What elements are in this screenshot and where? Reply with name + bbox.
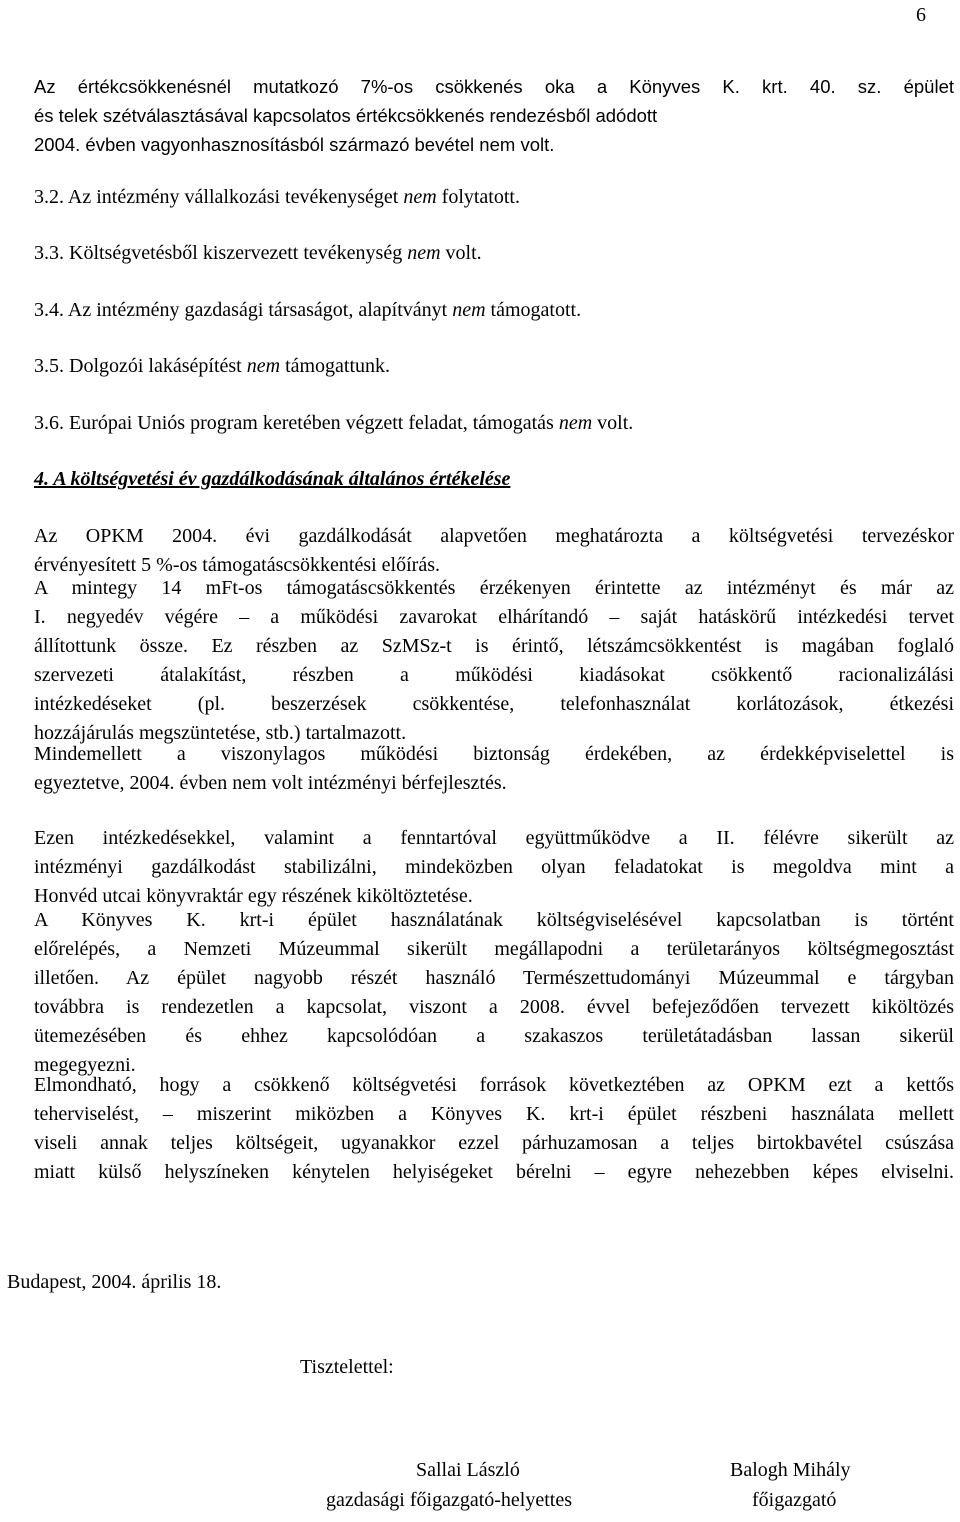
text-line: előrelépés, a Nemzeti Múzeummal sikerült megállapodni a területarányos költségmegosztást: [34, 938, 954, 960]
section-emphasis: nem: [452, 299, 486, 321]
section-text-end: támogattunk.: [280, 355, 391, 377]
section-number: 3.5.: [34, 355, 64, 377]
section-text: Az intézmény gazdasági társaságot, alapítványt: [67, 299, 453, 321]
section-text-end: folytatott.: [436, 186, 520, 208]
text-line: érvényesített 5 %-os támogatáscsökkentési előírás.: [34, 554, 440, 576]
intro-line: 2004. évben vagyonhasznosításból származó bevétel nem volt.: [34, 134, 555, 155]
signer-2-name: Balogh Mihály: [730, 1459, 851, 1481]
text-line: illetően. Az épület nagyobb részét használó Természettudományi Múzeummal e tárgyban: [34, 967, 954, 989]
text-line: viseli annak teljes költségeit, ugyanakkor ezzel párhuzamosan a teljes birtokbavétel csúszása: [34, 1132, 954, 1154]
section-3-3: [34, 239, 482, 268]
section-number: 3.4.: [34, 299, 64, 321]
text-line: miatt külső helyszíneken kénytelen helyiségeket bérelni – egyre nehezebben képes elviselni.: [34, 1161, 954, 1183]
section-emphasis: nem: [558, 412, 593, 434]
section-3-2: [34, 183, 520, 212]
text-line: hozzájárulás megszüntetése, stb.) tartalmazott.: [34, 722, 407, 744]
page-number: 6: [916, 4, 926, 26]
signer-2-title: főigazgató: [752, 1489, 837, 1511]
paragraph-4: [34, 824, 954, 911]
paragraph-5: [34, 906, 954, 1080]
section-text: Európai Uniós program keretében végzett feladat, támogatás: [69, 412, 559, 434]
section-3-6: [34, 409, 633, 438]
section-text: Dolgozói lakásépítést: [69, 355, 247, 377]
section-text-end: volt.: [592, 412, 634, 434]
section-text: Az intézmény vállalkozási tevékenységet: [67, 186, 404, 208]
intro-line: és telek szétválasztásával kapcsolatos értékcsökkenés rendezésből adódott: [34, 105, 658, 126]
text-line: szervezeti átalakítást, részben a működési kiadásokat csökkentő racionalizálási: [34, 664, 954, 686]
section-text-end: támogatott.: [485, 299, 582, 321]
section-number: 3.3.: [34, 242, 64, 264]
closing-greeting: Tisztelettel:: [300, 1356, 394, 1378]
text-line: Az OPKM 2004. évi gazdálkodását alapvetően meghatározta a költségvetési tervezéskor: [34, 525, 954, 547]
text-line: intézkedéseket (pl. beszerzések csökkentése, telefonhasználat korlátozások, étkezési: [34, 693, 954, 715]
text-line: A mintegy 14 mFt-os támogatáscsökkentés érzékenyen érintette az intézményt és már az: [34, 577, 954, 599]
paragraph-3: [34, 740, 954, 798]
signer-1-title: gazdasági főigazgató-helyettes: [326, 1489, 572, 1511]
paragraph-1: [34, 522, 954, 580]
section-emphasis: nem: [403, 186, 437, 208]
signer-1-name: Sallai László: [416, 1459, 520, 1481]
section-text: Költségvetésből kiszervezett tevékenység: [69, 242, 408, 264]
paragraph-6: [34, 1071, 954, 1187]
section-3-4: [34, 296, 581, 325]
place-date: Budapest, 2004. április 18.: [7, 1271, 222, 1293]
section-3-5: [34, 352, 390, 381]
section-number: 3.2.: [34, 186, 64, 208]
text-line: Honvéd utcai könyvraktár egy részének kiköltöztetése.: [34, 885, 473, 907]
section-emphasis: nem: [246, 355, 281, 377]
text-line: Mindemellett a viszonylagos működési biztonság érdekében, az érdekképviselettel is: [34, 743, 954, 765]
section-heading: 4. A költségvetési év gazdálkodásának általános értékelése: [34, 468, 511, 490]
text-line: továbbra is rendezetlen a kapcsolat, viszont a 2008. évvel befejeződően tervezett kiköltözés: [34, 996, 954, 1018]
text-line: I. negyedév végére – a működési zavarokat elhárítandó – saját hatáskörű intézkedési tervet: [34, 606, 954, 628]
text-line: Elmondható, hogy a csökkenő költségvetési források következtében az OPKM ezt a kettős: [34, 1074, 954, 1096]
section-number: 3.6.: [34, 412, 64, 434]
text-line: állítottunk össze. Ez részben az SzMSz-t is érintő, létszámcsökkentést is magában foglaló: [34, 635, 954, 657]
text-line: Ezen intézkedésekkel, valamint a fenntartóval együttműködve a II. félévre sikerült az: [34, 827, 954, 849]
text-line: teherviselést, – miszerint miközben a Könyves K. krt-i épület részbeni használata mellett: [34, 1103, 954, 1125]
section-text-end: volt.: [440, 242, 482, 264]
text-line: A Könyves K. krt-i épület használatának költségviselésével kapcsolatban is történt: [34, 909, 954, 931]
intro-line: Az értékcsökkenésnél mutatkozó 7%-os csökkenés oka a Könyves K. krt. 40. sz. épület: [34, 76, 954, 97]
text-line: intézményi gazdálkodást stabilizálni, mindeközben olyan feladatokat is megoldva mint a: [34, 856, 954, 878]
text-line: ütemezésében és ehhez kapcsolódóan a szakaszos területátadásban lassan sikerül: [34, 1025, 954, 1047]
paragraph-2: [34, 574, 954, 748]
text-line: egyeztetve, 2004. évben nem volt intézményi bérfejlesztés.: [34, 772, 507, 794]
section-emphasis: nem: [407, 242, 441, 264]
intro-paragraph: [34, 72, 954, 159]
text-line: megegyezni.: [34, 1054, 136, 1076]
